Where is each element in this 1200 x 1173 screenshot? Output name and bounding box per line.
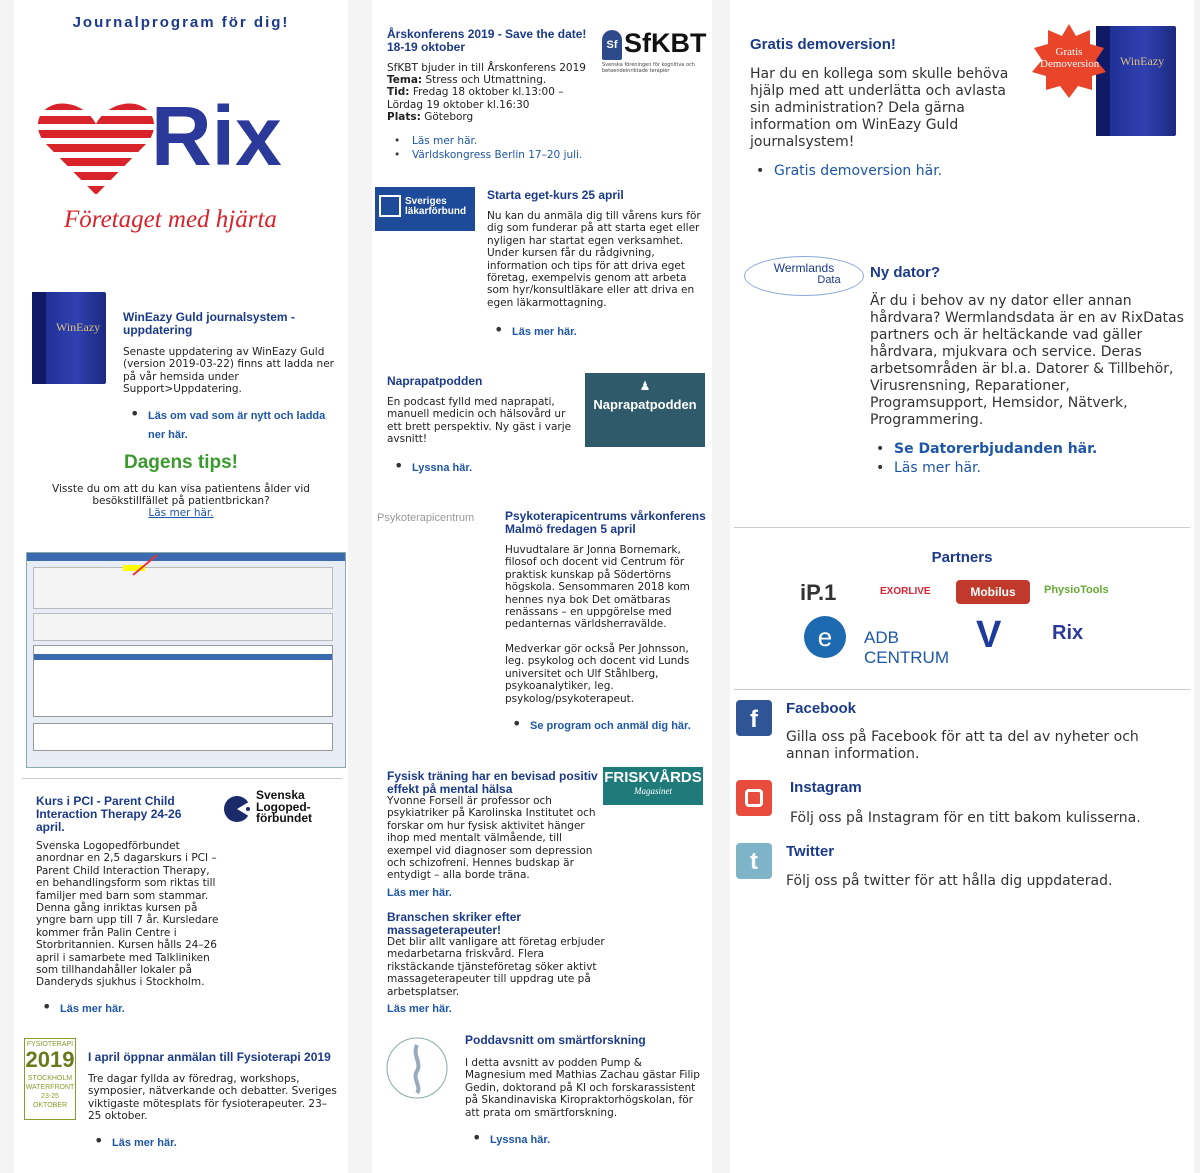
slf-link[interactable]: Läs mer här.: [512, 326, 577, 338]
facebook-title[interactable]: Facebook: [786, 700, 857, 717]
heart-icon: [36, 100, 156, 200]
demo-link[interactable]: Gratis demoversion här.: [774, 163, 943, 179]
logopedforbundet-logo: Svenska Logoped-förbundet: [222, 790, 352, 830]
app-screenshot-image: [26, 552, 346, 768]
podd-link[interactable]: Lyssna här.: [490, 1134, 551, 1146]
sfkbt-link-1[interactable]: Läs mer här.: [412, 135, 478, 147]
partner-logo[interactable]: e: [804, 616, 846, 658]
pci-link[interactable]: Läs mer här.: [60, 1003, 125, 1015]
partner-logo[interactable]: Rix: [1052, 622, 1084, 644]
sfkbt-link-2[interactable]: Världskongress Berlin 17–20 juli.: [412, 149, 583, 162]
fysisk-title: Fysisk träning har en bevisad positiv effekt på mental hälsa: [387, 769, 598, 796]
massage-title: Branschen skriker efter massageterapeuter!: [387, 910, 522, 937]
slf-title: Starta eget-kurs 25 april: [487, 188, 624, 202]
friskvardsmagasinet-logo: FRISKVÅRDS Magasinet: [603, 767, 703, 805]
wineazy-box-image: WinEazy: [32, 292, 106, 384]
psyk-link[interactable]: Se program och anmäl dig här.: [530, 720, 691, 732]
wineazy-body: Senaste uppdatering av WinEazy Guld (version 2019-03-22) finns att ladda ner på vår hemsida under Support>Uppdatering.: [123, 346, 334, 396]
fysio-title: I april öppnar anmälan till Fysioterapi 2019: [88, 1050, 331, 1064]
brand-name: Rix: [151, 89, 282, 183]
tips-title: Dagens tips!: [123, 452, 239, 473]
slf-body: Nu kan du anmäla dig till vårens kurs för dig som funderar på att starta eget eller nyligen har startat egen verksamhet. Under kursen får du rådgivning, information och tips för att driva eget företag, exempelvis genom att arbeta som hyr/konsultläkare eller att driva en egen läkarmottagning.: [487, 210, 701, 309]
demo-body: Har du en kollega som skulle behöva hjälp med att underlätta och avlasta sin administration? Dela gärna information om WinEazy Guld journalsystem!: [750, 66, 1009, 150]
gratis-badge-text: Gratis Demoversion: [1040, 46, 1100, 70]
podd-title: Poddavsnitt om smärtforskning: [465, 1033, 646, 1047]
twitter-text: Följ oss på twitter för att hålla dig uppdaterad.: [786, 873, 1113, 889]
instagram-icon[interactable]: [736, 780, 772, 816]
naprapatpodden-logo: ♟ Naprapatpodden: [585, 373, 705, 447]
dator-title: Ny dator?: [870, 264, 941, 281]
rix-logo: [36, 89, 346, 240]
lakarforbundet-logo: Sveriges läkarförbund: [375, 187, 475, 231]
partner-logo[interactable]: Mobilus: [956, 580, 1030, 604]
kiropraktor-logo: [384, 1035, 450, 1101]
instagram-text: Följ oss på Instagram för en titt bakom kulisserna.: [790, 810, 1141, 826]
sfkbt-title: Årskonferens 2019 - Save the date! 18-19 oktober: [387, 27, 587, 54]
psyk-body-2: Medverkar gör också Per Johnsson, leg. psykolog och docent vid Lunds universitet och Ulf Ståhlberg, psykoanalytiker, leg. psykolog/psykoterapeut.: [505, 643, 690, 705]
column-right: [722, 0, 1200, 1173]
partner-logo[interactable]: iP.1: [800, 580, 837, 605]
massage-link[interactable]: Läs mer här.: [387, 1003, 452, 1015]
sfkbt-logo: Sf SfKBT Svenska föreningen för kognitiva och beteendeinriktade terapier: [602, 28, 707, 74]
facebook-icon[interactable]: f: [736, 700, 772, 736]
dator-link-2[interactable]: Läs mer här.: [894, 460, 981, 476]
partner-logo[interactable]: V: [976, 614, 1002, 656]
demo-title: Gratis demoversion!: [750, 36, 896, 53]
partner-logo[interactable]: EXORLIVE: [880, 586, 931, 597]
psykoterapicentrum-logo: Psykoterapicentrum: [377, 512, 475, 524]
naprapat-link[interactable]: Lyssna här.: [412, 462, 473, 474]
fysioterapi-logo: FYSIOTERAPI 2019 STOCKHOLM WATERFRONT 23-25 OKTOBER: [24, 1038, 76, 1120]
partner-logo[interactable]: PhysioTools: [1044, 584, 1109, 596]
twitter-title[interactable]: Twitter: [786, 843, 835, 860]
slogan: Företaget med hjärta: [64, 206, 277, 233]
fysio-link[interactable]: Läs mer här.: [112, 1137, 177, 1149]
wineazy-link[interactable]: Läs om vad som är nytt och ladda ner här.: [148, 410, 326, 441]
wineazy-demo-box-image: WinEazy: [1096, 26, 1176, 136]
instagram-title[interactable]: Instagram: [790, 779, 862, 796]
partner-logo[interactable]: ADB CENTRUM: [864, 628, 949, 667]
wermlandsdata-logo: Wermlands Data: [744, 256, 864, 296]
dator-body: Är du i behov av ny dator eller annan hårdvara? Wermlandsdata är en av RixDatas partners och är heltäckande vad gäller hårdvara, mjukvara och service. Deras arbetsområden är bl.a. Datorer & Tillbehör, Virusrensning, Reparationer, Programsupport, Hemsidor, Nätverk, Programmering.: [870, 293, 1184, 428]
naprapat-body: En podcast fylld med naprapati, manuell medicin och hälsovård ur ett brett perspektiv. Ny gäst i varje avsnitt!: [387, 396, 572, 446]
fysisk-body: Yvonne Forsell är professor och psykiatriker på Karolinska Institutet och forskar om hur fysisk aktivitet hänger ihop med mentalt välmående, till exempel vid diagnoser som depression och schizofreni. Hennes budskap är entydigt – alla borde träna.: [387, 795, 596, 882]
tips-body: Visste du om att du kan visa patientens ålder vid besökstillfället på patientbrickan?: [52, 483, 310, 508]
tips-link[interactable]: Läs mer här.: [148, 507, 214, 519]
fysisk-link[interactable]: Läs mer här.: [387, 887, 452, 899]
massage-body: Det blir allt vanligare att företag erbjuder medarbetarna friskvård. Flera rikstäckande tjänsteföretag söker aktivt massageterapeuter till uppdrag ute på arbetsplatser.: [387, 936, 605, 998]
column-middle: [362, 0, 722, 1173]
wineazy-title: WinEazy Guld journalsystem - uppdatering: [123, 310, 295, 337]
naprapat-title: Naprapatpodden: [387, 374, 483, 388]
twitter-icon[interactable]: t: [736, 843, 772, 879]
podd-body: I detta avsnitt av podden Pump & Magnesium med Mathias Zachau gästar Filip Gedin, doktorand på KI och forskarassistent på Skandinaviska Kiropraktorhögskolan, för att prata om smärtforskning.: [465, 1057, 700, 1119]
psyk-title: Psykoterapicentrums vårkonferens Malmö fredagen 5 april: [505, 509, 706, 536]
dator-link-1[interactable]: Se Datorerbjudanden här.: [894, 441, 1098, 457]
pci-body: Svenska Logopedförbundet anordnar en 2,5 dagarskurs i PCI – Parent Child Interaction Therapy, en behandlingsform som riktas till familjer med barn som stammar. Denna gång inriktas kursen på yngre barn upp till 7 år. Kursledare kommer från Palin Centre i Storbritannien. Kursen hålls 24–26 april i samarbete med Talkliniken som tillhandahåller lokaler på Danderyds sjukhus i Stockholm.: [36, 840, 219, 989]
partners-title: Partners: [931, 549, 993, 566]
sfkbt-intro: SfKBT bjuder in till Årskonferens 2019: [387, 62, 586, 74]
tagline: Journalprogram för dig!: [72, 14, 290, 31]
psyk-body-1: Huvudtalare är Jonna Bornemark, filosof och docent vid Centrum för praktisk kunskap på Södertörns högskola. Sensommaren 2018 kom hennes nya bok Det omätbaras renässans – en uppgörelse med pedanternas världsherravälde.: [505, 544, 690, 631]
sfkbt-details: Tema: Stress och Utmattning. Tid: Fredag 18 oktober kl.13:00 – Lördag 19 oktober kl.16:30 Plats: Göteborg: [387, 74, 564, 124]
partner-logos: [800, 578, 1180, 678]
column-left: [0, 0, 362, 1173]
pci-title: Kurs i PCI - Parent Child Interaction Therapy 24-26 april.: [36, 794, 182, 834]
facebook-text: Gilla oss på Facebook för att ta del av nyheter och annan information.: [786, 729, 1139, 762]
arrow-icon: [127, 553, 167, 583]
fysio-body: Tre dagar fyllda av föredrag, workshops, symposier, nätverkande och debatter. Sveriges viktigaste mötesplats för fysioterapeuter. 23–25 oktober.: [88, 1073, 337, 1123]
